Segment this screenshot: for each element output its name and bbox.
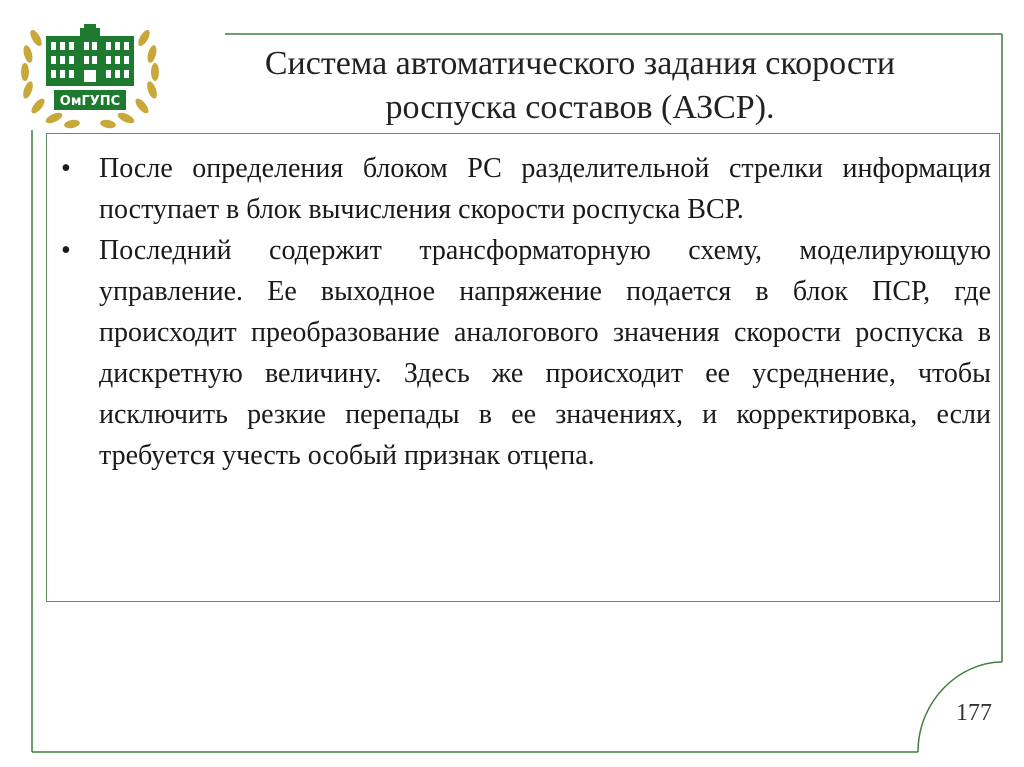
bullet-text: Последний содержит трансформаторную схему, моделирующую управление. Ее выходное напряжение подается в блок ПСР, где происходит преобразование аналогового значения скорости роспуска в дискретную величину. Здесь же происходит ее усреднение, чтобы исключить резкие перепады в ее значениях, и корректировка, если требуется учесть особый признак отцепа. [99,235,991,471]
page-number: 177 [956,700,992,726]
bullet-item [59,148,991,230]
building-icon [46,24,134,86]
title-line-2: роспуска составов (АЗСР). [385,89,775,126]
content-box [46,133,1000,602]
bullet-list [59,148,991,476]
omgups-logo [14,18,166,130]
bullet-item [59,230,991,476]
bullet-mark: • [61,235,71,266]
title-line-1: Система автоматического задания скорости [264,45,896,82]
logo-text: ОмГУПС [59,94,121,109]
slide-title [190,42,970,130]
bullet-mark: • [61,153,71,184]
bullet-text: После определения блоком РС разделительной стрелки информация поступает в блок вычисления скорости роспуска ВСР. [99,153,991,225]
